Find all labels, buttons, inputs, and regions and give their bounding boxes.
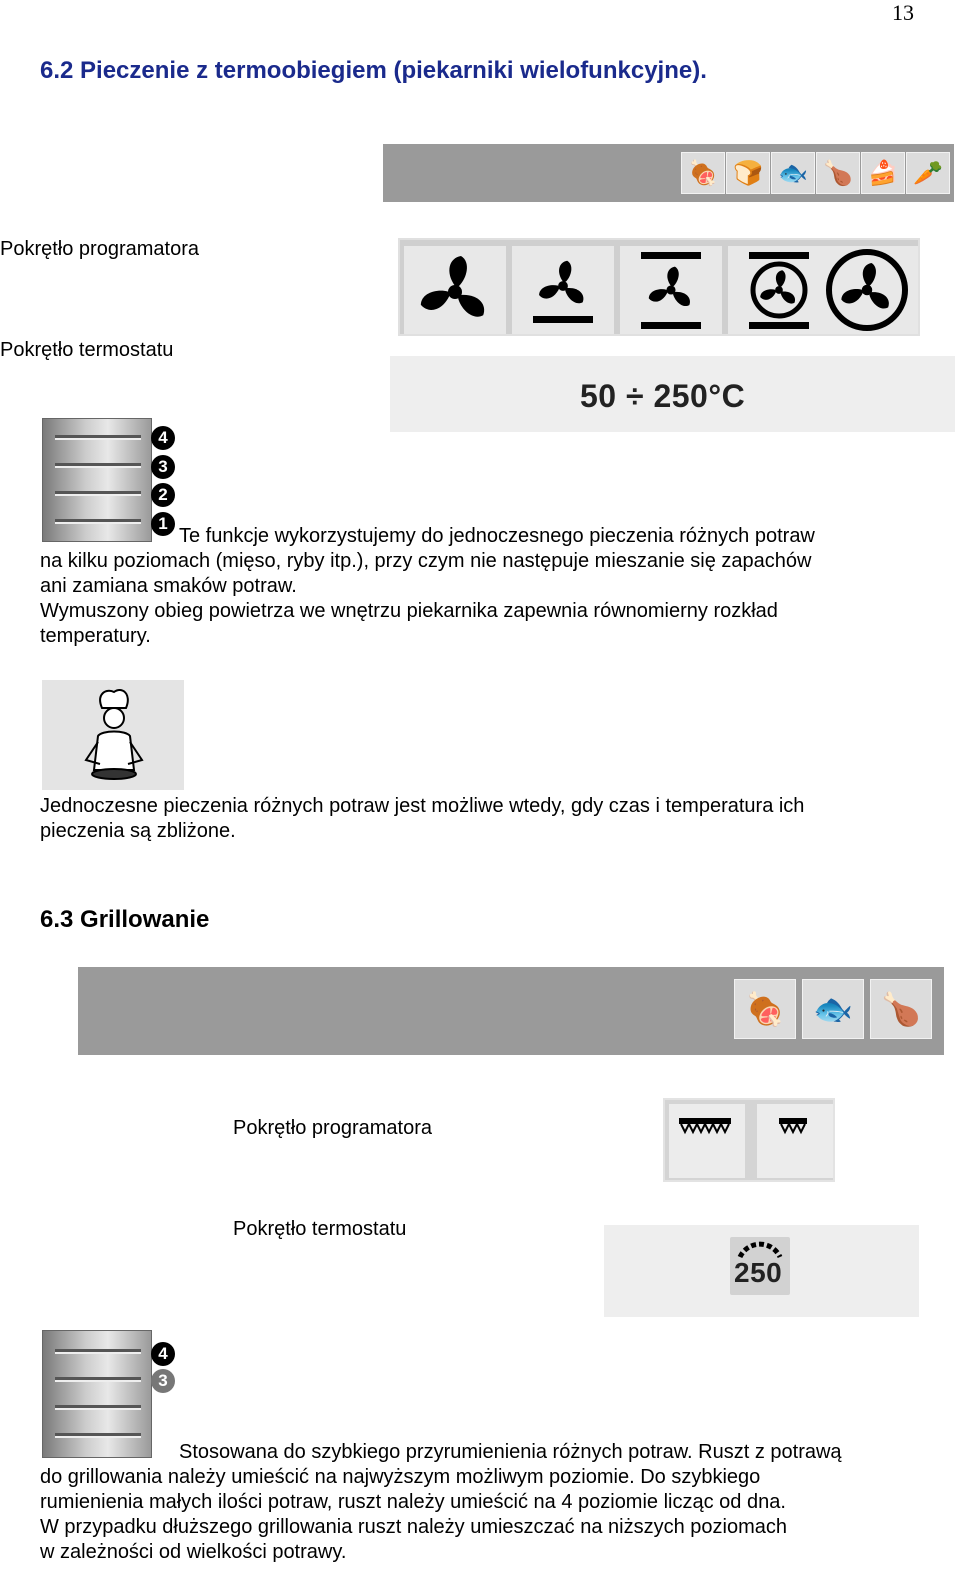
fan-icon[interactable] — [404, 246, 506, 334]
meat-icon: 🍖 — [734, 979, 796, 1039]
large-grill-icon[interactable] — [669, 1104, 745, 1178]
paragraph-line: w zależności od wielkości potrawy. — [40, 1541, 347, 1563]
paragraph-line: ani zamiana smaków potraw. — [40, 575, 297, 597]
food-bar-63 — [78, 967, 944, 1055]
meat-icon: 🍖 — [681, 152, 725, 194]
shelf-4 — [55, 1349, 141, 1354]
level-badge-4: 4 — [151, 1342, 175, 1366]
oven-rack-illustration-63 — [42, 1330, 152, 1458]
poultry-icon: 🍗 — [816, 152, 860, 194]
paragraph-line: temperatury. — [40, 625, 151, 647]
thermostat-label-62: Pokrętło termostatu — [0, 339, 174, 361]
shelf-3 — [55, 1377, 141, 1382]
paragraph-line: Te funkcje wykorzystujemy do jednoczesnego pieczenia różnych potraw — [179, 525, 815, 547]
section-62-note — [40, 794, 920, 844]
shelf-4 — [55, 435, 141, 440]
paragraph-line: do grillowania należy umieścić na najwyższym możliwym poziomie. Do szybkiego — [40, 1466, 761, 1488]
paragraph-line: rumienienia małych ilości potraw, ruszt należy umieścić na 4 poziomie licząc od dna. — [40, 1491, 786, 1513]
level-badge-4: 4 — [151, 426, 175, 450]
note-line: pieczenia są zbliżone. — [40, 820, 236, 842]
thermostat-value: 250 — [734, 1257, 783, 1288]
thermostat-panel-63 — [604, 1225, 919, 1317]
shelf-3 — [55, 463, 141, 468]
paragraph-line: na kilku poziomach (mięso, ryby itp.), przy czym nie następuje mieszanie się zapachów — [40, 550, 812, 572]
thermostat-dial-icon[interactable] — [730, 1237, 790, 1295]
food-bar-62 — [383, 144, 954, 202]
paragraph-line: Wymuszony obieg powietrza we wnętrzu piekarnika zapewnia równomierny rozkład — [40, 600, 778, 622]
note-line: Jednoczesne pieczenia różnych potraw jest możliwe wtedy, gdy czas i temperatura ich — [40, 795, 805, 817]
level-badge-3: 3 — [151, 455, 175, 479]
shelf-1 — [55, 1433, 141, 1438]
programmer-label-62: Pokrętło programatora — [0, 238, 199, 260]
paragraph-line: W przypadku dłuższego grillowania ruszt należy umieszczać na niższych poziomach — [40, 1516, 787, 1538]
fan-circle-icon[interactable] — [816, 246, 918, 334]
poultry-icon: 🍗 — [870, 979, 932, 1039]
page-number: 13 — [892, 0, 914, 25]
thermostat-label-63: Pokrętło termostatu — [233, 1218, 407, 1240]
fish-icon: 🐟 — [802, 979, 864, 1039]
section-62-heading: 6.2 Pieczenie z termoobiegiem (piekarniki wielofunkcyjne). — [40, 57, 707, 84]
chef-illustration — [42, 680, 184, 790]
fish-icon: 🐟 — [771, 152, 815, 194]
fan-ring-heat-icon[interactable] — [728, 246, 830, 334]
small-grill-icon[interactable] — [757, 1104, 833, 1178]
fan-bottom-heat-icon[interactable] — [512, 246, 614, 334]
section-62-paragraph — [40, 524, 920, 649]
vegetables-icon: 🥕 — [906, 152, 950, 194]
shelf-2 — [55, 491, 141, 496]
section-63-heading: 6.3 Grillowanie — [40, 906, 210, 933]
level-badge-1: 1 — [151, 512, 175, 536]
shelf-2 — [55, 1405, 141, 1410]
temperature-range-panel — [390, 356, 955, 432]
fan-mode-panel — [398, 238, 920, 336]
programmer-label-63: Pokrętło programatora — [233, 1117, 432, 1139]
bread-icon: 🍞 — [726, 152, 770, 194]
temperature-range: 50 ÷ 250°C — [580, 378, 746, 414]
section-63-paragraph — [40, 1440, 920, 1565]
grill-mode-panel — [663, 1098, 835, 1182]
cake-icon: 🍰 — [861, 152, 905, 194]
level-badge-2: 2 — [151, 483, 175, 507]
fan-top-bottom-heat-icon[interactable] — [620, 246, 722, 334]
paragraph-line: Stosowana do szybkiego przyrumienienia różnych potraw. Ruszt z potrawą — [179, 1441, 842, 1463]
level-badge-3: 3 — [151, 1369, 175, 1393]
